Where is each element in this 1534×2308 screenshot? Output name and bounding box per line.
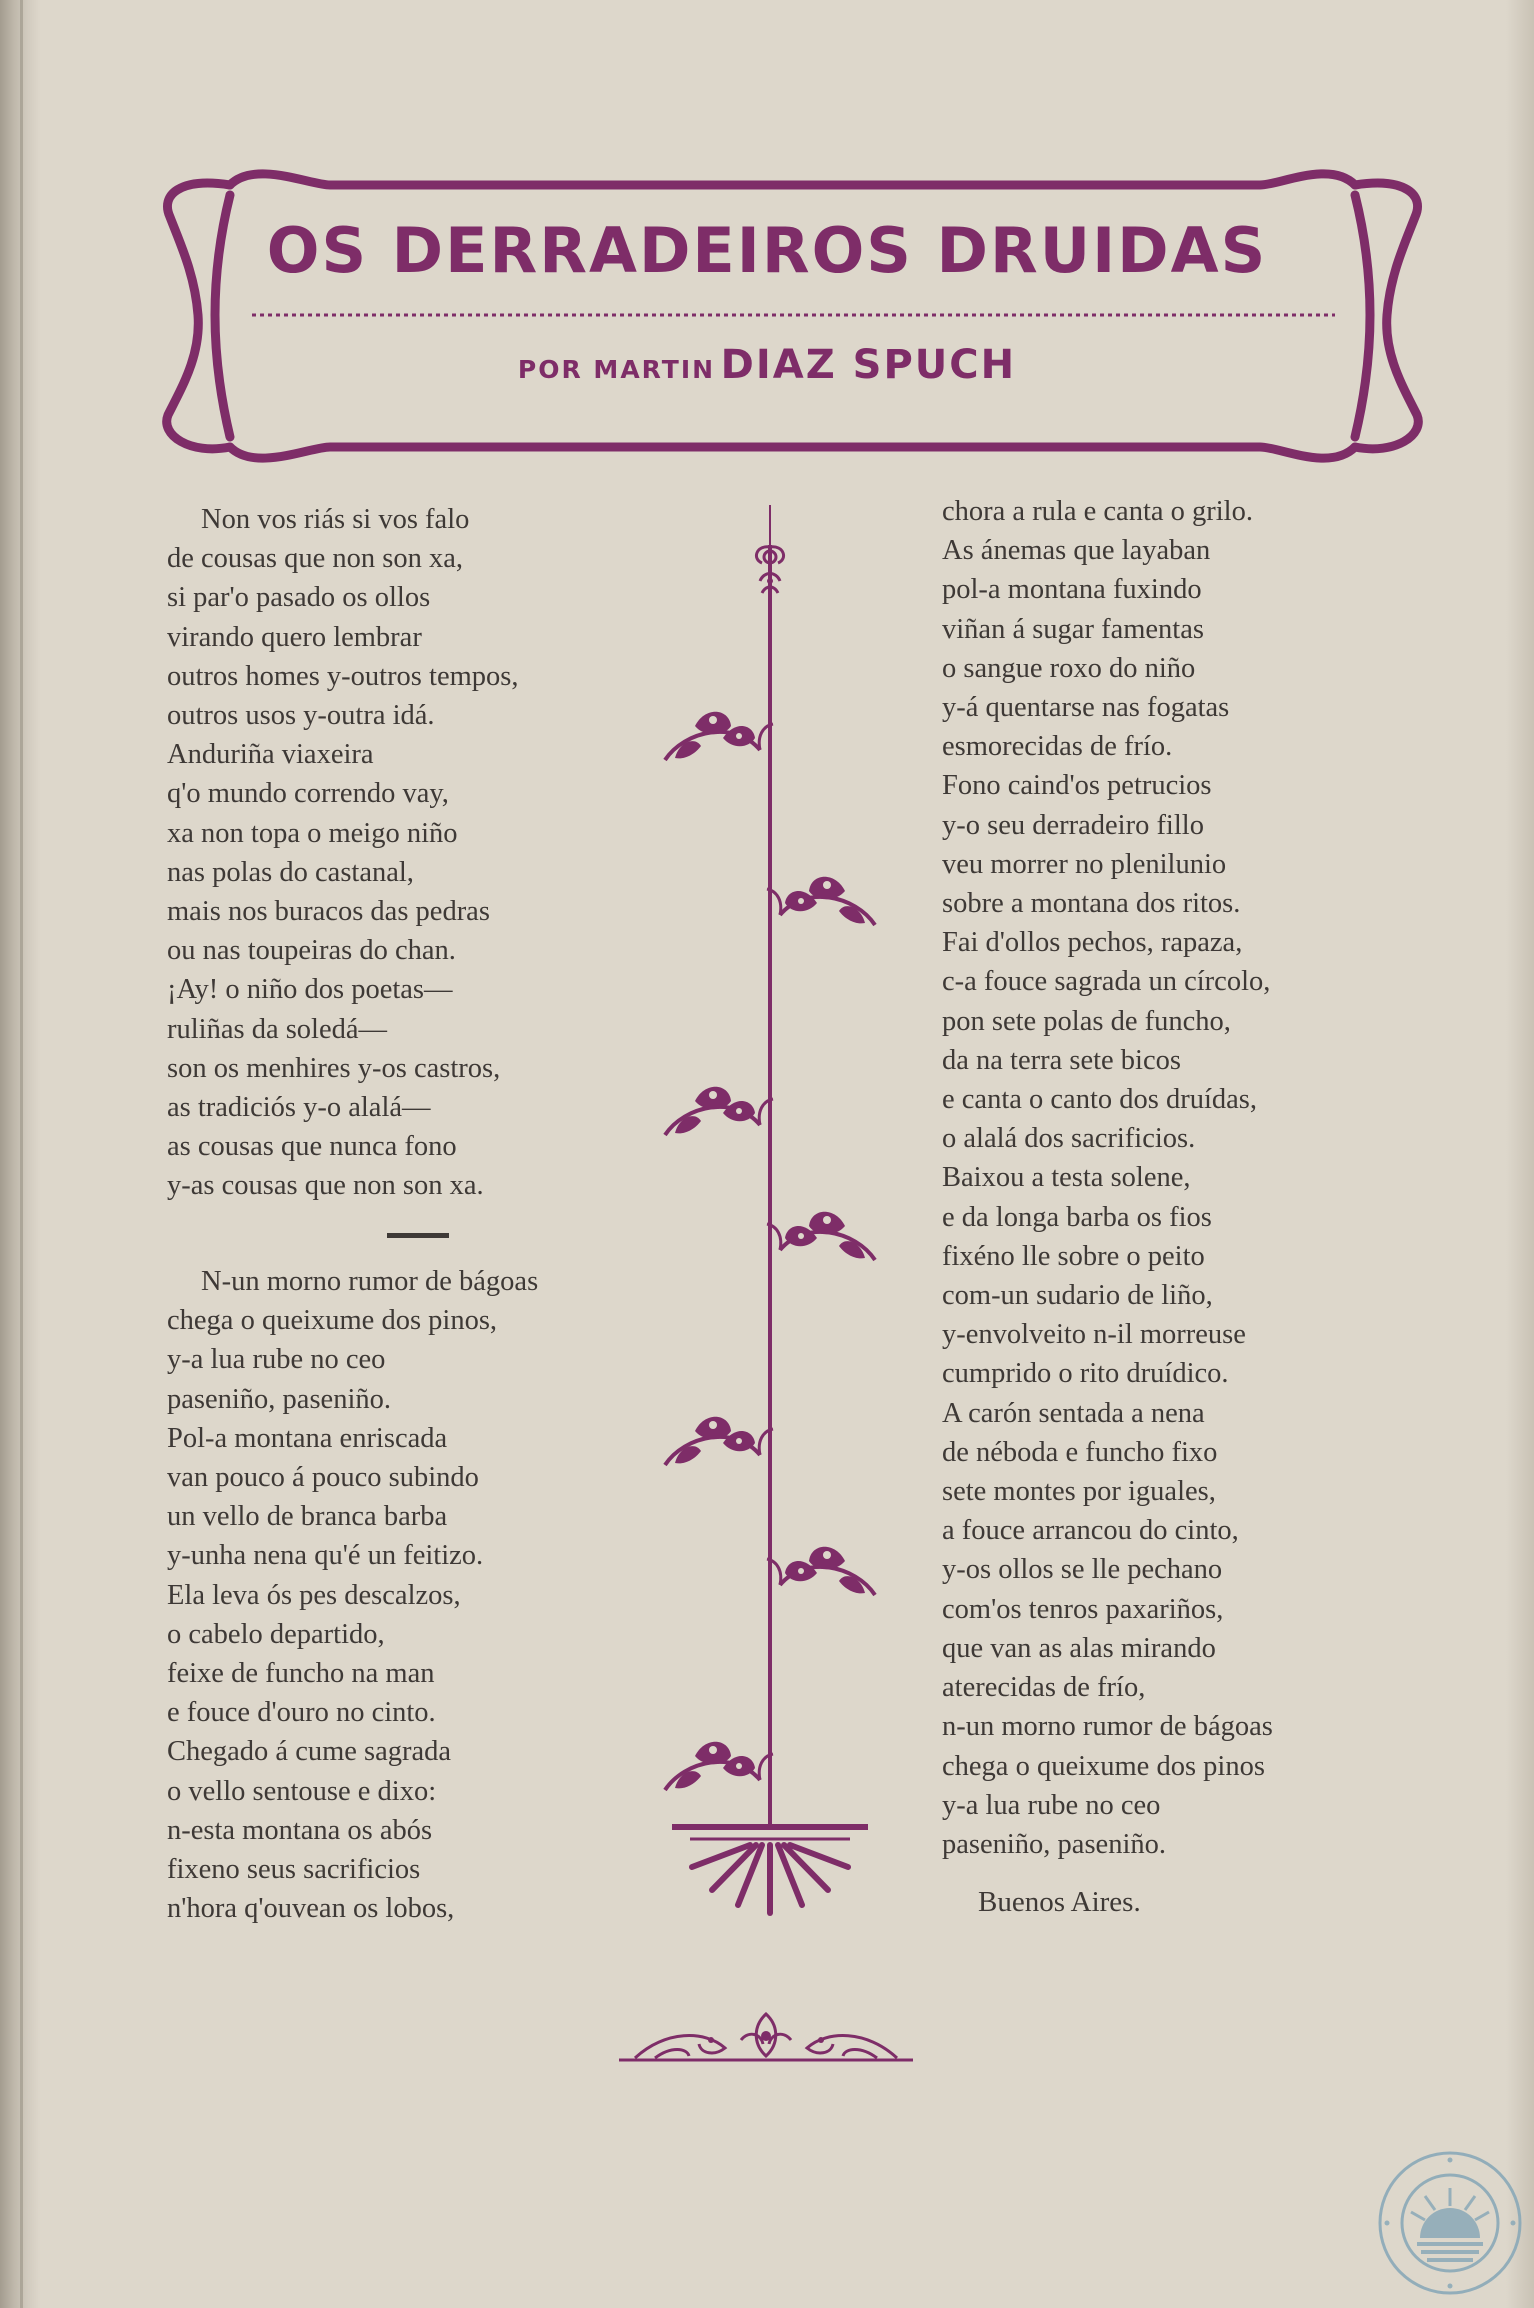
poem-line: mais nos buracos das pedras bbox=[167, 896, 490, 928]
poem-line: n-un morno rumor de bágoas bbox=[942, 1711, 1273, 1743]
poem-line: o cabelo departido, bbox=[167, 1618, 385, 1650]
poem-line: o vello sentouse e dixo: bbox=[167, 1775, 437, 1807]
poem-line: pon sete polas de funcho, bbox=[942, 1005, 1231, 1037]
poem-line: A carón sentada a nena bbox=[942, 1397, 1205, 1429]
byline-prefix: POR MARTIN bbox=[517, 355, 716, 384]
poem-line: a fouce arrancou do cinto, bbox=[942, 1515, 1239, 1547]
poem-line: que van as alas mirando bbox=[942, 1632, 1216, 1664]
poem-line: as cousas que nunca fono bbox=[167, 1131, 457, 1163]
stanza-divider bbox=[387, 1233, 449, 1238]
poem-line: ruliñas da soledá— bbox=[167, 1013, 388, 1045]
poem-line: de néboda e funcho fixo bbox=[942, 1436, 1218, 1468]
poem-line: sete montes por iguales, bbox=[942, 1476, 1216, 1508]
poem-line: viñan á sugar famentas bbox=[942, 613, 1204, 645]
poem-line: y-a lua rube no ceo bbox=[942, 1789, 1161, 1821]
poem-line: sobre a montana dos ritos. bbox=[942, 888, 1241, 920]
poem-line: aterecidas de frío, bbox=[942, 1672, 1146, 1704]
poem-line: paseniño, paseniño. bbox=[167, 1383, 391, 1415]
poem-line: o sangue roxo do niño bbox=[942, 652, 1196, 684]
poem-line: y-o seu derradeiro fillo bbox=[942, 809, 1204, 841]
poem-line: e da longa barba os fios bbox=[942, 1201, 1212, 1233]
poem-line: da na terra sete bicos bbox=[942, 1044, 1181, 1076]
poem-line: chega o queixume dos pinos, bbox=[167, 1305, 498, 1337]
poem-line: nas polas do castanal, bbox=[167, 856, 414, 888]
poem-left-stanza-2 bbox=[167, 1262, 538, 1928]
poem-line: Fono caind'os petrucios bbox=[942, 770, 1212, 802]
poem-line: outros usos y-outra idá. bbox=[167, 700, 435, 732]
poem-line: cumprido o rito druídico. bbox=[942, 1358, 1229, 1390]
poem-line: y-as cousas que non son xa. bbox=[167, 1170, 484, 1202]
poem-line: veu morrer no plenilunio bbox=[942, 848, 1227, 880]
poem-right-column bbox=[942, 492, 1273, 1864]
poem-line: n-esta montana os abós bbox=[167, 1814, 433, 1846]
article-byline bbox=[0, 342, 1534, 388]
poem-line: Baixou a testa solene, bbox=[942, 1162, 1191, 1194]
poem-line: Pol-a montana enriscada bbox=[167, 1422, 448, 1454]
poem-line: y-envolveito n-il morreuse bbox=[942, 1319, 1246, 1351]
poem-line: As ánemas que layaban bbox=[942, 535, 1211, 567]
poem-line: as tradiciós y-o alalá— bbox=[167, 1092, 431, 1124]
article-title: OS DERRADEIROS DRUIDAS bbox=[266, 214, 1268, 287]
poem-line: q'o mundo correndo vay, bbox=[167, 778, 449, 810]
poem-line: outros homes y-outros tempos, bbox=[167, 660, 519, 692]
title-frame-ornament bbox=[160, 155, 1425, 475]
poem-line: son os menhires y-os castros, bbox=[167, 1052, 501, 1084]
poem-line: Non vos riás si vos falo bbox=[201, 504, 470, 535]
poem-line: ¡Ay! o niño dos poetas— bbox=[167, 974, 453, 1006]
poem-line: y-os ollos se lle pechano bbox=[942, 1554, 1223, 1586]
poem-line: un vello de branca barba bbox=[167, 1501, 448, 1533]
poem-line: Chegado á cume sagrada bbox=[167, 1736, 452, 1768]
poem-line: c-a fouce sagrada un círcolo, bbox=[942, 966, 1271, 998]
poem-line: y-a lua rube no ceo bbox=[167, 1344, 386, 1376]
poem-line: y-á quentarse nas fogatas bbox=[942, 692, 1230, 724]
library-seal-stamp bbox=[1375, 2148, 1525, 2298]
poem-line: Anduriña viaxeira bbox=[167, 739, 374, 771]
poem-line: e canta o canto dos druídas, bbox=[942, 1084, 1257, 1116]
poem-line: com'os tenros paxariños, bbox=[942, 1593, 1224, 1625]
poem-left-stanza-1 bbox=[167, 500, 518, 1206]
poem-line: com-un sudario de liño, bbox=[942, 1280, 1213, 1312]
poem-line: fixéno lle sobre o peito bbox=[942, 1240, 1205, 1272]
poem-line: pol-a montana fuxindo bbox=[942, 574, 1202, 606]
bottom-scroll-ornament bbox=[615, 2010, 917, 2070]
poem-line: feixe de funcho na man bbox=[167, 1658, 435, 1690]
poem-line: virando quero lembrar bbox=[167, 621, 422, 653]
poem-line: y-unha nena qu'é un feitizo. bbox=[167, 1540, 484, 1572]
poem-line: chora a rula e canta o grilo. bbox=[942, 496, 1253, 527]
poem-line: de cousas que non son xa, bbox=[167, 543, 464, 575]
poem-line: chega o queixume dos pinos bbox=[942, 1750, 1265, 1782]
poem-line: N-un morno rumor de bágoas bbox=[201, 1266, 539, 1297]
poem-line: fixeno seus sacrificios bbox=[167, 1854, 421, 1886]
poem-signoff: Buenos Aires. bbox=[978, 1886, 1141, 1918]
poem-line: n'hora q'ouvean os lobos, bbox=[167, 1893, 455, 1925]
poem-line: Ela leva ós pes descalzos, bbox=[167, 1579, 461, 1611]
vine-ornament bbox=[660, 505, 880, 1925]
poem-line: si par'o pasado os ollos bbox=[167, 582, 431, 614]
poem-line: ou nas toupeiras do chan. bbox=[167, 935, 456, 967]
poem-line: esmorecidas de frío. bbox=[942, 731, 1173, 763]
poem-line: paseniño, paseniño. bbox=[942, 1828, 1166, 1860]
poem-line: van pouco á pouco subindo bbox=[167, 1462, 479, 1494]
poem-line: o alalá dos sacrificios. bbox=[942, 1123, 1196, 1155]
poem-line: e fouce d'ouro no cinto. bbox=[167, 1697, 436, 1729]
poem-line: xa non topa o meigo niño bbox=[167, 817, 458, 849]
byline-author: DIAZ SPUCH bbox=[720, 342, 1017, 388]
poem-line: Fai d'ollos pechos, rapaza, bbox=[942, 927, 1243, 959]
